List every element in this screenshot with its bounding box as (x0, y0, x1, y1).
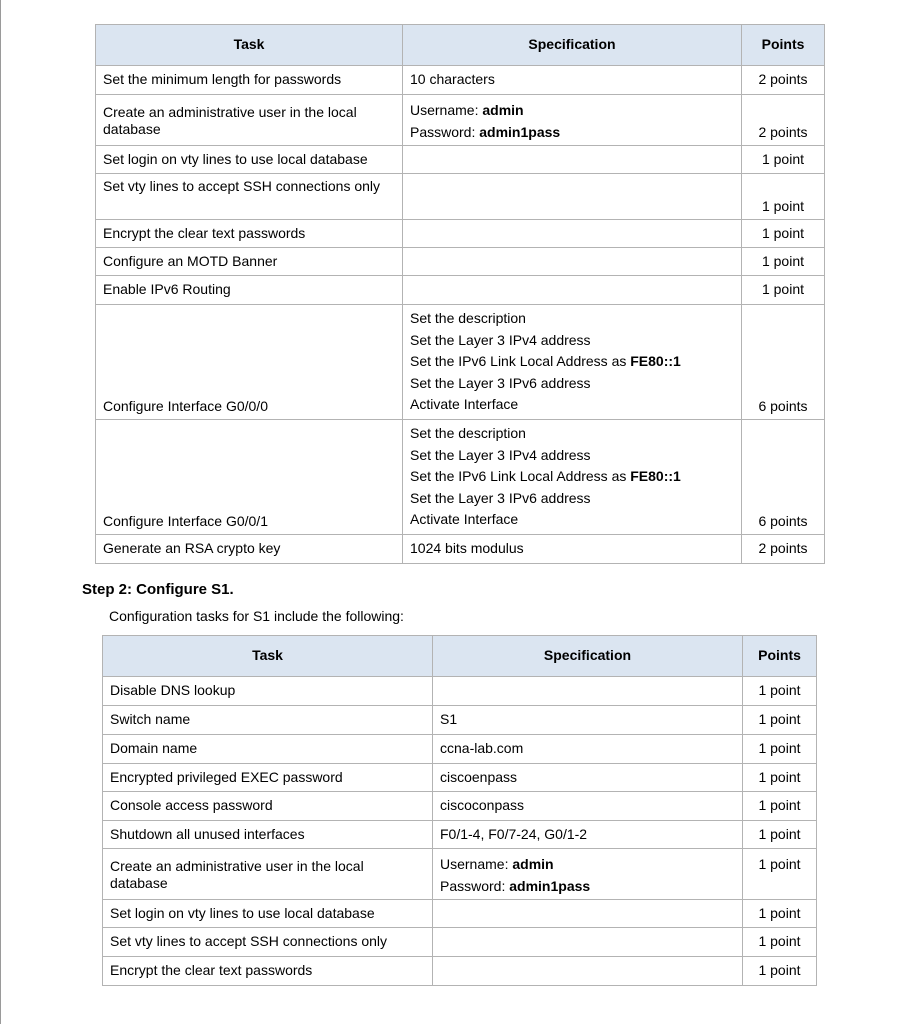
header-task: Task (96, 25, 403, 66)
spec-cell (403, 95, 742, 146)
spec-cell (403, 220, 742, 248)
step-heading: Step 2: Configure S1. (82, 581, 234, 598)
spec-line: Activate Interface (410, 511, 519, 527)
table-row (96, 146, 825, 174)
header-points: Points (742, 25, 825, 66)
points-cell: 1 point (742, 276, 825, 305)
task-cell (96, 174, 403, 220)
points-cell: 1 point (742, 146, 825, 174)
spec-line: Set the Layer 3 IPv6 address (410, 374, 591, 391)
task-text: Create an administrative user in the local database (110, 858, 364, 891)
points-cell: 1 point (742, 248, 825, 276)
spec-cell: ciscoconpass (433, 792, 743, 821)
task-cell: Switch name (103, 706, 433, 735)
switch-config-table (102, 635, 817, 986)
points-cell: 1 point (743, 900, 817, 928)
table-row (103, 792, 817, 821)
spec-text: 10 characters (410, 71, 495, 88)
table-row (96, 305, 825, 420)
task-cell: Encrypt the clear text passwords (103, 957, 433, 986)
points-cell: 1 point (742, 220, 825, 248)
spec-cell (403, 276, 742, 305)
task-cell: Set the minimum length for passwords (96, 66, 403, 95)
spec-cell (403, 146, 742, 174)
task-cell: Set login on vty lines to use local database (103, 900, 433, 928)
task-text: Set vty lines to accept SSH connections only (103, 178, 381, 194)
points-cell: 1 point (743, 764, 817, 792)
password-spec (440, 876, 735, 898)
table-row (96, 174, 825, 220)
link-local-label: Set the IPv6 Link Local Address as (410, 468, 631, 484)
task-cell: Encrypted privileged EXEC password (103, 764, 433, 792)
spec-cell (403, 535, 742, 564)
password-label: Password: (410, 123, 480, 140)
link-local-value: FE80::1 (630, 353, 681, 369)
points-cell: 1 point (742, 174, 825, 220)
points-cell: 1 point (743, 849, 817, 900)
router-config-table (95, 24, 825, 564)
spec-cell (433, 928, 743, 957)
step-intro: Configuration tasks for S1 include the following: (109, 608, 404, 624)
table-row (96, 66, 825, 95)
spec-line-link-local (410, 351, 734, 373)
username-spec (440, 854, 735, 876)
points-cell: 1 point (743, 677, 817, 706)
spec-cell (433, 849, 743, 900)
page-edge (0, 0, 1, 1024)
username-label: Username: (410, 102, 483, 118)
table-row (103, 764, 817, 792)
table-header-row (96, 25, 825, 66)
points-cell: 1 point (743, 821, 817, 849)
task-cell: Encrypt the clear text passwords (96, 220, 403, 248)
password-spec (410, 122, 734, 144)
spec-cell: ciscoenpass (433, 764, 743, 792)
task-cell: Console access password (103, 792, 433, 821)
table-row (96, 95, 825, 146)
task-cell: Shutdown all unused interfaces (103, 821, 433, 849)
table-row (103, 706, 817, 735)
table-row (103, 957, 817, 986)
table-row (96, 220, 825, 248)
link-local-label: Set the IPv6 Link Local Address as (410, 353, 631, 369)
table-row (103, 928, 817, 957)
task-cell: Set vty lines to accept SSH connections only (103, 928, 433, 957)
spec-cell (433, 677, 743, 706)
password-value: admin1pass (479, 123, 561, 140)
password-label: Password: (440, 877, 510, 894)
table-row (103, 735, 817, 764)
task-cell: Configure an MOTD Banner (96, 248, 403, 276)
points-cell: 2 points (742, 66, 825, 95)
header-specification: Specification (433, 636, 743, 677)
points-cell: 1 point (743, 928, 817, 957)
table-row (96, 276, 825, 305)
spec-cell (403, 66, 742, 95)
table-row (103, 677, 817, 706)
task-cell: Disable DNS lookup (103, 677, 433, 706)
header-points: Points (743, 636, 817, 677)
table-row (96, 248, 825, 276)
points-cell: 1 point (743, 792, 817, 821)
task-cell: Generate an RSA crypto key (96, 535, 403, 564)
points-cell: 6 points (742, 305, 825, 420)
username-value: admin (512, 856, 554, 872)
task-text: Create an administrative user in the local database (103, 104, 357, 137)
task-cell: Configure Interface G0/0/1 (96, 420, 403, 535)
spec-cell (403, 174, 742, 220)
spec-line: Activate Interface (410, 396, 519, 412)
table-row (103, 849, 817, 900)
points-cell: 2 points (742, 95, 825, 146)
password-value: admin1pass (509, 877, 591, 894)
task-cell: Domain name (103, 735, 433, 764)
spec-cell: F0/1-4, F0/7-24, G0/1-2 (433, 821, 743, 849)
table-row (103, 821, 817, 849)
table-header-row (103, 636, 817, 677)
spec-cell (403, 420, 742, 535)
link-local-value: FE80::1 (630, 468, 681, 484)
task-cell: Enable IPv6 Routing (96, 276, 403, 305)
username-spec (410, 100, 734, 122)
points-cell: 1 point (743, 706, 817, 735)
task-cell (103, 849, 433, 900)
task-cell (96, 95, 403, 146)
points-cell: 6 points (742, 420, 825, 535)
table-row (96, 535, 825, 564)
spec-line: Set the Layer 3 IPv6 address (410, 489, 591, 506)
spec-line: Set the description (410, 425, 526, 441)
table-row (103, 900, 817, 928)
spec-line: Set the Layer 3 IPv4 address (410, 331, 591, 348)
spec-cell: ccna-lab.com (433, 735, 743, 764)
username-value: admin (482, 102, 524, 118)
points-cell: 2 points (742, 535, 825, 564)
header-task: Task (103, 636, 433, 677)
spec-cell (403, 305, 742, 420)
points-cell: 1 point (743, 957, 817, 986)
task-cell: Configure Interface G0/0/0 (96, 305, 403, 420)
spec-text: 1024 bits modulus (410, 540, 524, 557)
spec-cell (433, 900, 743, 928)
spec-line: Set the Layer 3 IPv4 address (410, 446, 591, 463)
spec-line: Set the description (410, 310, 526, 326)
table-row (96, 420, 825, 535)
header-specification: Specification (403, 25, 742, 66)
points-cell: 1 point (743, 735, 817, 764)
spec-cell: S1 (433, 706, 743, 735)
spec-cell (433, 957, 743, 986)
spec-cell (403, 248, 742, 276)
task-cell: Set login on vty lines to use local database (96, 146, 403, 174)
username-label: Username: (440, 856, 513, 872)
spec-line-link-local (410, 466, 734, 488)
